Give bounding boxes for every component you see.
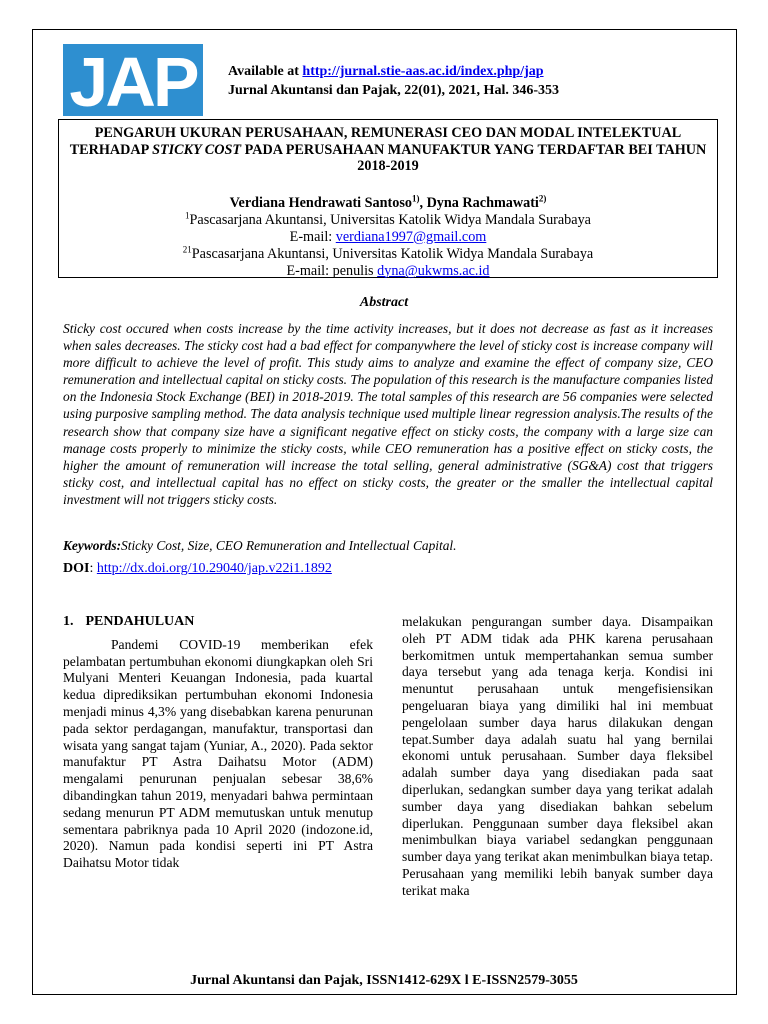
affiliation-1-sup: 1 <box>185 209 190 220</box>
title-part1: PENGARUH UKURAN PERUSAHAAN, REMUNERASI CEO DAN MODAL INTELEKTUAL TERHADAP <box>69 125 682 158</box>
body-paragraph-left: Pandemi COVID-19 memberikan efek pelambatan pertumbuhan ekonomi diungkapkan oleh Sri Mulyani Menteri Keuangan Indonesia, pada kuartal kedua diprediksikan pertumbuhan ekonomi Indonesia menjadi minus 4,3% yang disebabkan karena penurunan pada sektor perdagangan, manufaktur, transportasi dan wisata yang sangat tajam (Yuniar, A., 2020). Pada sektor manufaktur PT Astra Daihatsu Motor (ADM) mengalami penurunan penjualan sebesar 38,6% dibandingkan tahun 2019, menyadari bahwa permintaan sedang menurun PT ADM memutuskan untuk menutup sementara pabriknya pada 10 April 2020 (indozone.id, 2020). Namun pada kondisi seperti ini PT Astra Daihatsu Motor tidak <box>63 636 373 871</box>
title-part2: PADA PERUSAHAAN MANUFAKTUR YANG TERDAFTAR BEI TAHUN 2018-2019 <box>241 141 707 174</box>
availability-line <box>228 62 544 81</box>
affiliation-2-text: Pascasarjana Akuntansi, Universitas Katolik Widya Mandala Surabaya <box>191 245 594 262</box>
body-column-left <box>63 614 373 872</box>
doi-line <box>63 561 332 577</box>
author-1-sup: 1) <box>411 192 420 203</box>
section-title: PENDAHULUAN <box>85 614 195 629</box>
title-italic: STICKY COST <box>152 141 242 158</box>
author-list <box>59 192 717 212</box>
jap-logo-graphic <box>63 44 203 116</box>
journal-citation: Jurnal Akuntansi dan Pajak, 22(01), 2021, Hal. 346-353 <box>228 83 559 98</box>
abstract-heading: Abstract <box>359 295 409 310</box>
doi-label: DOI <box>63 561 90 576</box>
email-1-link[interactable]: verdiana1997@gmail.com <box>335 228 487 245</box>
doi-link[interactable]: http://dx.doi.org/10.29040/jap.v22i1.1892 <box>96 561 332 576</box>
body-paragraph-right: melakukan pengurangan sumber daya. Disampaikan oleh PT ADM tidak ada PHK karena perusahaan berkomitmen untuk mempertahankan semua sumber daya tersebut yang ada tenaga kerja. Kondisi ini menuntut perusahaan untuk mengefisiensikan pengeluaran biaya yang dimiliki hal ini membuat pengelolaan sumber daya harus dilakukan dengan tepat.Sumber daya adalah suatu hal yang bernilai ekonomi untuk perusahaan. Sumber daya fleksibel adalah sumber daya yang disediakan pada saat diperlukan, sedangkan sumber daya yang terikat adalah sumber daya yang disediakan bahkan sebelum diperlukan. Penggunaan sumber daya fleksibel akan menimbulkan biaya variabel sedangkan penggunaan sumber daya yang terikat akan menimbulkan biaya tetap. Perusahaan yang memiliki lebih banyak sumber daya terikat maka <box>402 614 713 898</box>
keywords-text: Sticky Cost, Size, CEO Remuneration and Intellectual Capital. <box>121 538 457 553</box>
affiliation-1-text: Pascasarjana Akuntansi, Universitas Katolik Widya Mandala Surabaya <box>189 211 591 228</box>
affiliation-1 <box>59 209 717 229</box>
affiliation-2-sup: 21 <box>182 243 192 254</box>
author-2-sup: 2) <box>538 192 547 203</box>
author-2: Dyna Rachmawati <box>426 194 539 211</box>
available-prefix: Available at <box>228 64 303 79</box>
author-1: Verdiana Hendrawati Santoso <box>229 194 412 211</box>
doi-separator: : <box>89 561 97 576</box>
journal-logo <box>63 44 203 116</box>
email-1-prefix: E-mail: <box>289 228 336 245</box>
email-2-link[interactable]: dyna@ukwms.ac.id <box>377 262 490 279</box>
email-2-prefix: E-mail: penulis <box>286 262 378 279</box>
title-box <box>58 119 718 278</box>
body-column-right <box>402 614 713 900</box>
keywords-line <box>63 538 457 554</box>
email-1-line <box>59 229 717 246</box>
section-number: 1. <box>63 614 74 629</box>
affiliation-2 <box>59 243 717 263</box>
author-separator: , <box>419 194 427 211</box>
keywords-label: Keywords: <box>63 538 122 553</box>
section-heading <box>63 614 373 631</box>
email-2-line <box>59 263 717 280</box>
logo-text: JAP <box>69 44 197 116</box>
paper-title <box>67 125 709 175</box>
abstract-text: Sticky cost occured when costs increase by the time activity increases, but it does not decrease as fast as it increases when sales decreases. The sticky cost had a bad effect for companywhere the level of sticky cost is increase company will more difficult to achieve the level of profit. This study aims to analyze and examine the effect of company size, CEO remuneration and intellectual capital on sticky costs. The population of this research is the manufacture companies listed on the Indonesia Stock Exchange (BEI) in 2018-2019. The total samples of this research are 56 companies were selected using purposive sampling method. The data analysis technique used multiple linear regression analysis.The results of the research show that company size have a significant negative effect on sticky costs, the company with a large size can manage costs properly to minimize the sticky costs, while CEO remuneration has a positive effect on sticky costs, the higher the amount of remuneration will increase the total selling, general administrative (SG&A) cost that triggers sticky cost, and intellectual capital has no effect on sticky costs, the greater or the smaller the intellectual capital investment will not triggers sticky costs. <box>63 321 713 507</box>
page-footer: Jurnal Akuntansi dan Pajak, ISSN1412-629X l E-ISSN2579-3055 <box>190 973 578 988</box>
journal-url-link[interactable]: http://jurnal.stie-aas.ac.id/index.php/jap <box>302 64 544 79</box>
